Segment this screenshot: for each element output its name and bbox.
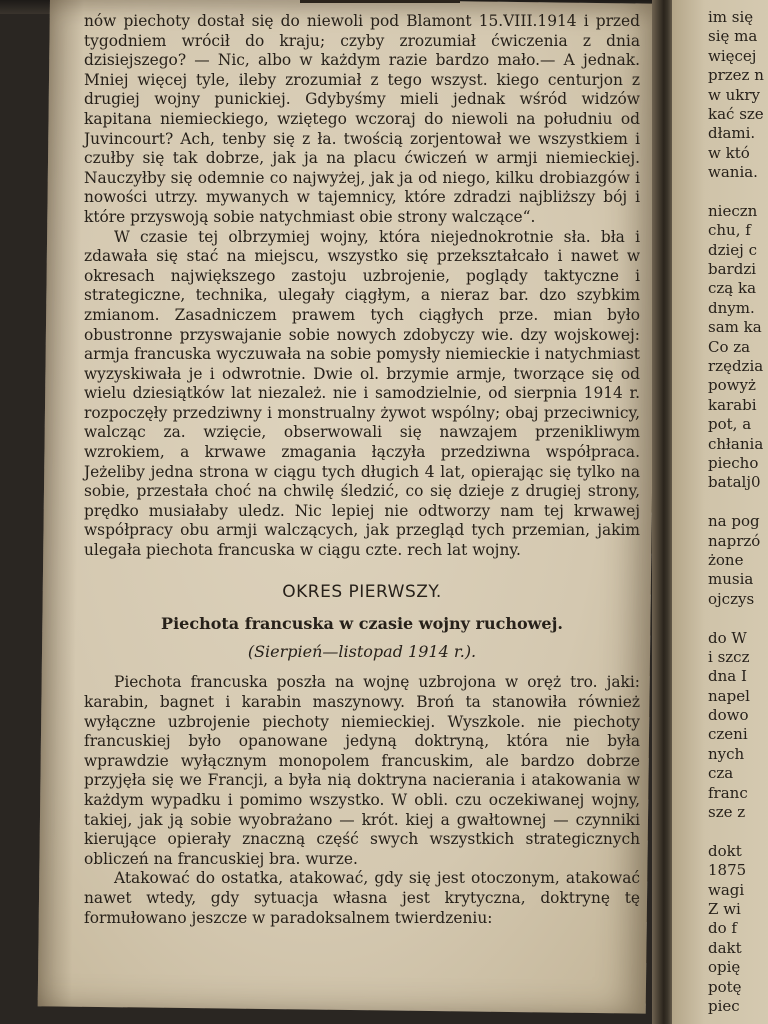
right-page-line: w ukry	[708, 85, 761, 104]
right-page-line: dowo	[708, 706, 749, 725]
right-page-line: dziej c	[708, 240, 757, 259]
right-page-line: nieczn	[708, 201, 758, 220]
right-page-line: Z wi	[708, 899, 741, 918]
right-page-line: im się	[708, 8, 754, 26]
right-page-line	[708, 183, 768, 202]
paragraph-2: W czasie tej olbrzymiej wojny, która niejednokrotnie sła. bła i zdawała się stać na miejscu, wszystko się przekształcało i nawet w okresach największego zastoju uzbrojenie, poglądy taktyczne i strategiczne, technika, ulegały ciągłym, a nieraz bar. dzo szybkim zmianom. Zasadniczem prawem tych ciągłych prze. mian było obustronne przyswajanie sobie nowych zdobyczy wie. dzy wojskowej: armja francuska wyczuwała na sobie pomysły niemieckie i natychmiast wyzyskiwała je i odwrotnie. Dwie ol. brzymie armje, tworzące się od wielu dziesiątków lat niezależ. nie i samodzielnie, od sierpnia 1914 r. rozpoczęły przedziwny i monstrualny żywot wspólny; obaj przeciwnicy, walcząc za. wzięcie, obserwowali się nawzajem przenikliwym wzrokiem, a krwawe zmagania łączyła przedziwna współpraca. Jeżeliby jedna strona w ciągu tych długich 4 lat, opierając się tylko na sobie, przestała choć na chwilę śledzić, co się dzieje z drugiej strony, prędko musiałaby uledz. Nic lepiej nie odtworzy nam tej krwawej współpracy obu armji walczących, jak przegląd tych przemian, jakim ulegała piechota francuska w ciągu czte. rech lat wojny.	[84, 227, 640, 560]
paragraph-4: Atakować do ostatka, atakować, gdy się jest otoczonym, atakować nawet wtedy, gdy sytuacja własna jest krytyczna, doktrynę tę formułowano jeszcze w paradoksalnem twierdzeniu:	[84, 869, 640, 927]
right-page-line: w któ	[708, 143, 750, 162]
right-page-line: musia	[708, 570, 754, 589]
right-page-line: batalj0	[708, 473, 761, 492]
right-page-line: naprzó	[708, 531, 761, 550]
right-page-line: chłania	[708, 434, 764, 453]
right-page-line: żone	[708, 550, 744, 569]
right-page-line: potę	[708, 977, 742, 996]
right-page-line: dłami.	[708, 124, 756, 143]
right-page-line	[708, 822, 768, 841]
right-page-line: cza	[708, 764, 734, 783]
right-page-line: dnym.	[708, 298, 755, 317]
right-page-line: ojczys	[708, 589, 755, 608]
right-page-line: i szcz	[708, 647, 750, 666]
right-page-line: 1875	[708, 861, 747, 880]
right-page-line: pot, a	[708, 415, 752, 434]
right-page-line: wania.	[708, 163, 758, 182]
right-page-line	[708, 609, 768, 628]
right-page-line: dokt	[708, 841, 742, 860]
right-page-line: czeni	[708, 725, 748, 744]
right-page-line: piec	[708, 996, 740, 1015]
right-page-line: Co za	[708, 337, 751, 356]
right-page-line: rzędzia	[708, 357, 764, 376]
right-page-line: na pog	[708, 512, 760, 531]
right-page-line: dakt	[708, 938, 742, 957]
right-page-line: się ma	[708, 27, 758, 46]
right-page-line: nych	[708, 744, 745, 763]
right-page-line: sze z	[708, 803, 746, 822]
section-dates: (Sierpień—listopad 1914 r.).	[247, 641, 477, 661]
right-page-text	[708, 8, 768, 1016]
right-page-line: franc	[708, 783, 748, 802]
right-page-line: bardzi	[708, 260, 757, 279]
right-page-line: więcej	[708, 46, 757, 65]
right-page-line: wagi	[708, 880, 745, 899]
right-page-line: do W	[708, 628, 747, 647]
left-page-text	[84, 12, 640, 928]
right-page-line	[708, 493, 768, 512]
right-page-line: piecho	[708, 453, 759, 472]
right-page-line: kać sze	[708, 104, 764, 123]
right-page-line: sam ka	[708, 318, 762, 337]
right-page-line: karabi	[708, 395, 757, 414]
right-page-line: opię	[708, 958, 741, 977]
section-subheading: Piechota francuska w czasie wojny ruchowej.	[161, 614, 563, 634]
right-page-line: do f	[708, 919, 737, 938]
paragraph-3: Piechota francuska poszła na wojnę uzbrojona w oręż tro. jaki: karabin, bagnet i karabin maszynowy. Broń ta stanowiła również wyłączne uzbrojenie piechoty niemieckiej. Wyszkole. nie piechoty francuskiej było opanowane jedyną doktryną, która nie była wprawdzie wyłącznym monopolem francuskim, ale bardzo dobrze przyjęła się we Francji, a była nią doktryna nacierania i atakowania w każdym wypadku i pomimo wszystko. W obli. czu oczekiwanej wojny, takiej, jak ją sobie wyobrażano — krót. kiej a gwałtownej — czynniki kierujące opierały znaczną część swych wszystkich strategicznych obliczeń na francuskiej bra. wurze.	[84, 673, 640, 868]
paragraph-1: nów piechoty dostał się do niewoli pod Blamont 15.VIII.1914 i przed tygodniem wrócił do kraju; czyby zrozumiał ćwiczenia z dnia dzisiejszego? — Nic, albo w każdym razie bardzo mało.— A jednak. Mniej więcej tyle, ileby zrozumiał z tego wszyst. kiego centurjon z drugiej wojny punickiej. Gdybyśmy mieli jednak wśród widzów kapitana niemieckiego, wziętego wczoraj do niewoli na południu od Juvincourt? Ach, tenby się z ła. twością zorjentował we wszystkiem i czułby się tak dobrze, jak ja na placu ćwiczeń w armji niemieckiej. Nauczyłby się odemnie co najwyżej, jak ja od niego, kilku drobiazgów i nowości utrzy. mywanych w tajemnicy, które zdradzi najbliższy bój i które przyswoją sobie natychmiast obie strony walczące“.	[84, 12, 640, 226]
right-page-line: powyż	[708, 376, 756, 395]
right-page-line: dna I	[708, 667, 747, 686]
header-rule	[300, 0, 460, 3]
right-page-line: przez n	[708, 66, 764, 85]
right-page-line: napel	[708, 686, 750, 705]
right-page-line: chu, f	[708, 221, 751, 240]
section-heading: OKRES PIERWSZY.	[282, 581, 442, 602]
right-page-line: czą ka	[708, 279, 757, 298]
